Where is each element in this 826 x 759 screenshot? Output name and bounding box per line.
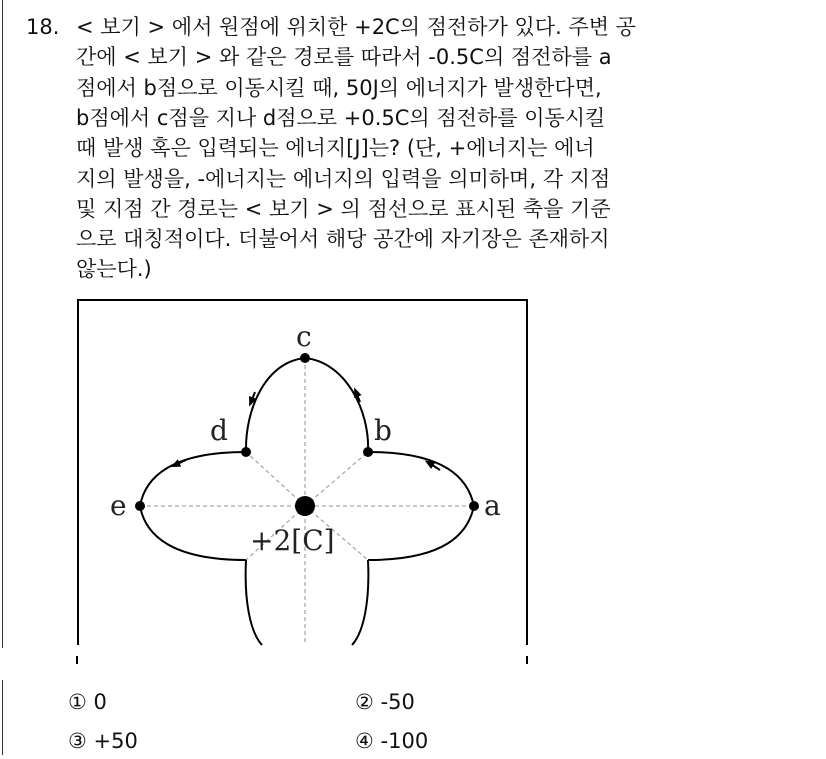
path-e-to-lower-left bbox=[140, 506, 246, 560]
label-c: c bbox=[296, 320, 312, 353]
choice-1[interactable] bbox=[68, 690, 107, 714]
question-number: 18. bbox=[26, 15, 60, 39]
figure-tick-left bbox=[76, 656, 78, 664]
path-a-to-lower-right bbox=[368, 506, 474, 560]
path-d-to-e bbox=[140, 452, 246, 506]
question-line-1: < 보기 > 에서 원점에 위치한 +2C의 점전하가 있다. 주변 공 bbox=[76, 15, 636, 39]
choice-4-text: -100 bbox=[380, 729, 429, 753]
point-a bbox=[469, 501, 479, 511]
choice-1-marker: ① bbox=[68, 690, 87, 714]
label-a: a bbox=[484, 489, 501, 522]
label-e: e bbox=[110, 489, 127, 522]
point-b bbox=[363, 447, 373, 457]
central-charge bbox=[295, 496, 315, 516]
question-line-8: 으로 대칭적이다. 더불어서 해당 공간에 자기장은 존재하지 bbox=[76, 227, 610, 251]
choice-3-text: +50 bbox=[93, 729, 138, 753]
figure-tick-right bbox=[526, 656, 528, 664]
choice-1-text: 0 bbox=[93, 690, 107, 714]
path-b-to-c bbox=[305, 358, 368, 452]
question-line-6: 지의 발생을, -에너지는 에너지의 입력을 의미하며, 각 지점 bbox=[76, 167, 611, 191]
question-line-2: 간에 < 보기 > 와 같은 경로를 따라서 -0.5C의 점전하를 a bbox=[76, 45, 612, 69]
choice-4[interactable] bbox=[355, 729, 428, 753]
choice-4-marker: ④ bbox=[355, 729, 374, 753]
point-d bbox=[241, 447, 251, 457]
choice-2-text: -50 bbox=[380, 690, 415, 714]
label-charge: +2[C] bbox=[250, 524, 335, 557]
point-c bbox=[300, 353, 310, 363]
points bbox=[135, 353, 479, 516]
diagonal-d bbox=[246, 452, 305, 506]
path-lower-right-to-bottom bbox=[352, 560, 368, 645]
label-b: b bbox=[374, 414, 392, 447]
point-e bbox=[135, 501, 145, 511]
question-line-3: 점에서 b점으로 이동시킬 때, 50J의 에너지가 발생한다면, bbox=[76, 76, 602, 100]
choice-2[interactable] bbox=[355, 690, 415, 714]
choice-2-marker: ② bbox=[355, 690, 374, 714]
question-line-5: 때 발생 혹은 입력되는 에너지[J]는? (단, +에너지는 에너 bbox=[76, 136, 595, 160]
path-c-to-d bbox=[246, 358, 305, 452]
label-d: d bbox=[210, 414, 228, 447]
question-line-7: 및 지점 간 경로는 < 보기 > 의 점선으로 표시된 축을 기준 bbox=[76, 197, 611, 221]
choice-3[interactable] bbox=[68, 729, 138, 753]
choice-3-marker: ③ bbox=[68, 729, 87, 753]
path-a-to-b bbox=[368, 452, 474, 506]
question-line-9: 않는다.) bbox=[76, 257, 152, 281]
question-line-4: b점에서 c점을 지나 d점으로 +0.5C의 점전하를 이동시킬 bbox=[76, 106, 606, 130]
path-lower-left-to-bottom bbox=[246, 560, 262, 645]
diagonal-b bbox=[305, 452, 368, 506]
